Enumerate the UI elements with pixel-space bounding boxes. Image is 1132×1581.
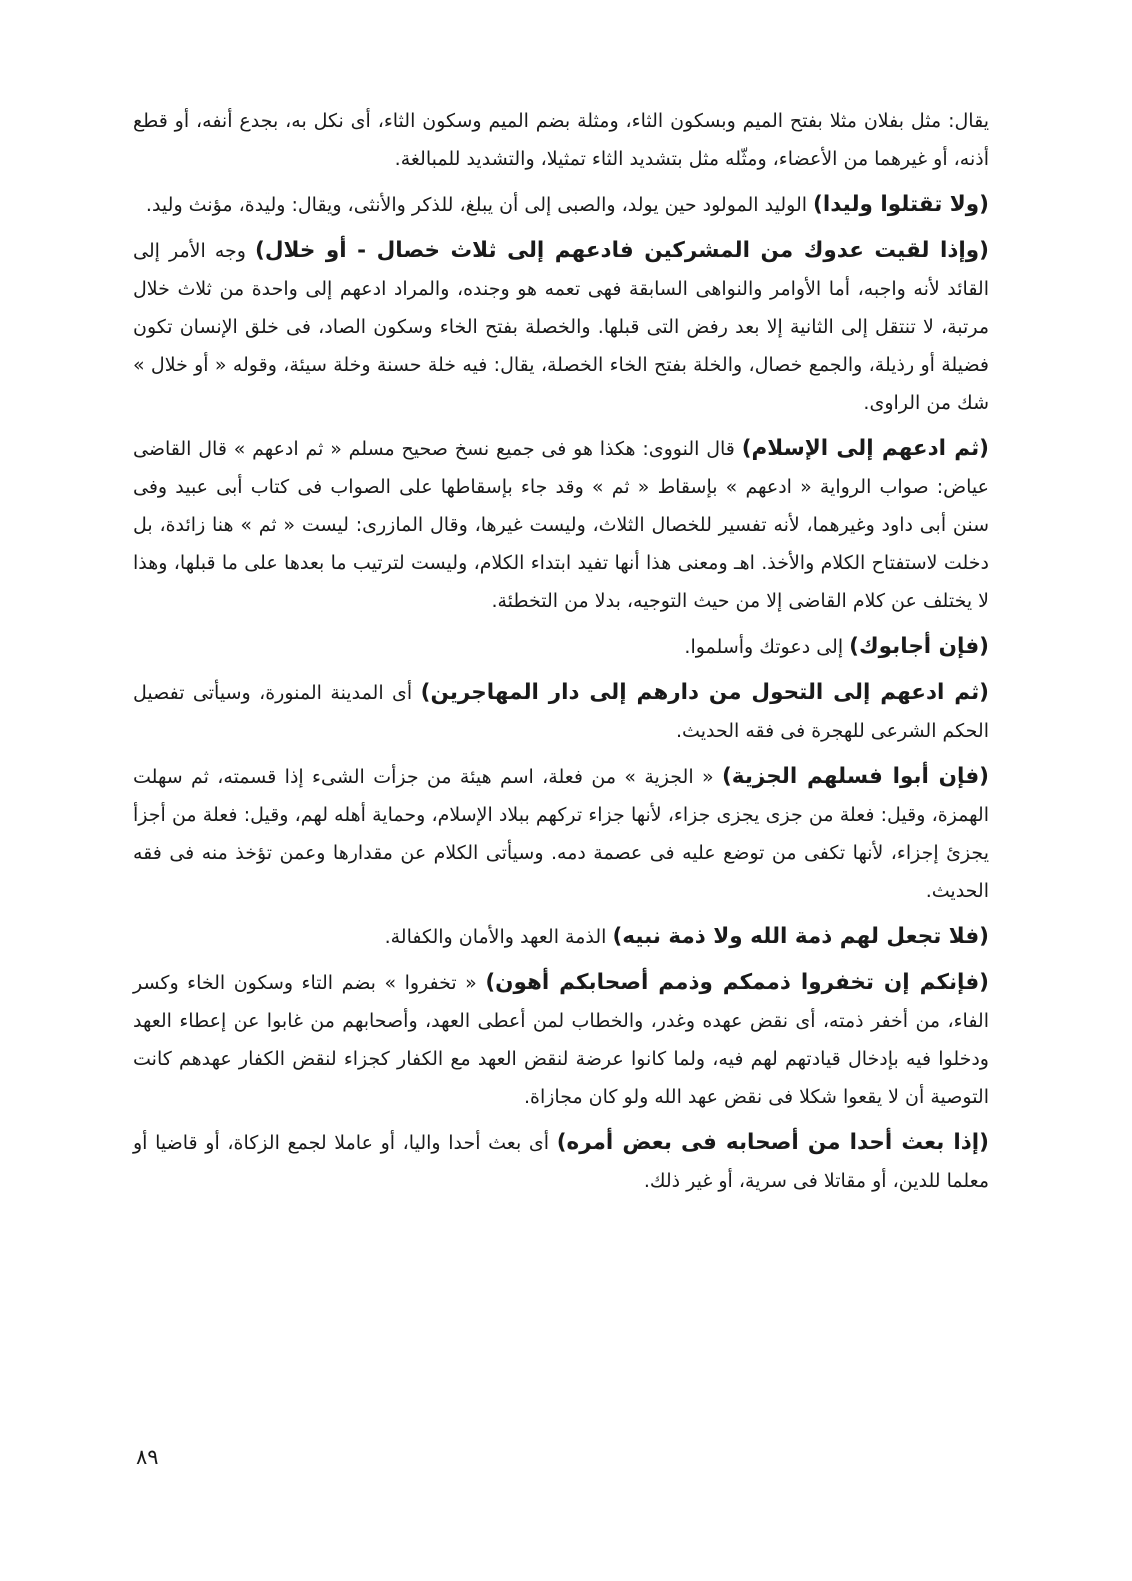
paragraph-10 [133,1124,989,1200]
paragraph-8-lemma: (فلا تجعل لهم ذمة الله ولا ذمة نبيه) [612,924,989,949]
paragraph-5-text: إلى دعوتك وأسلموا. [684,636,850,658]
paragraph-1-text: يقال: مثل بفلان مثلا بفتح الميم وبسكون الثاء، ومثلة بضم الميم وسكون الثاء، أى نكل به، بجدع أنفه، أو قطع أذنه، أو غيرهما من الأعضاء، ومثّله مثل بتشديد الثاء تمثيلا، والتشديد للمبالغة. [133,110,989,170]
paragraph-3 [133,232,989,422]
paragraph-8 [133,918,989,956]
page-body [133,102,989,1208]
paragraph-5 [133,628,989,666]
paragraph-6 [133,674,989,750]
paragraph-10-lemma: (إذا بعث أحدا من أصحابه فى بعض أمره) [556,1130,989,1155]
paragraph-7-lemma: (فإن أبوا فسلهم الجزية) [721,764,989,789]
paragraph-1 [133,102,989,178]
paragraph-8-text: الذمة العهد والأمان والكفالة. [384,926,613,948]
paragraph-7 [133,758,989,910]
paragraph-7-text: « الجزية » من فعلة، اسم هيئة من جزأت الشىء إذا قسمته، ثم سهلت الهمزة، وقيل: فعلة من جزى يجزى جزاء، لأنها جزاء تركهم ببلاد الإسلام، وحماية أهله لهم، وقيل: فعلة من أجزأ يجزئ إجزاء، لأنها تكفى من توضع عليه فى عصمة دمه. وسيأتى الكلام عن مقدارها وعمن تؤخذ منه فى فقه الحديث. [133,766,989,902]
paragraph-6-lemma: (ثم ادعهم إلى التحول من دارهم إلى دار المهاجرين) [420,680,990,705]
paragraph-2-lemma: (ولا تقتلوا وليدا) [813,192,989,217]
paragraph-3-text: وجه الأمر إلى القائد لأنه واجبه، أما الأوامر والنواهى السابقة فهى تعمه هو وجنده، والمراد ادعهم إلى واحدة من ثلاث خلال مرتبة، لا تنتقل إلى الثانية إلا بعد رفض التى قبلها. والخصلة بفتح الخاء وسكون الصاد، فى خلق الإنسان تكون فضيلة أو رذيلة، والجمع خصال، والخلة بفتح الخاء الخصلة، يقال: فيه خلة حسنة وخلة سيئة، وقوله « أو خلال » شك من الراوى. [133,240,989,414]
paragraph-9 [133,964,989,1116]
page-number: ٨٩ [136,1445,159,1469]
paragraph-10-text: أى بعث أحدا واليا، أو عاملا لجمع الزكاة، أو قاضيا أو معلما للدين، أو مقاتلا فى سرية، أو غير ذلك. [133,1132,989,1192]
paragraph-5-lemma: (فإن أجابوك) [849,634,989,659]
paragraph-9-text: « تخفروا » بضم التاء وسكون الخاء وكسر الفاء، من أخفر ذمته، أى نقض عهده وغدر، والخطاب لمن أعطى العهد، وأصحابهم من غابوا عن إعطاء العهد ودخلوا فيه بإدخال قيادتهم لهم فيه، ولما كانوا عرضة لنقض العهد مع الكفار كجزاء لنقض الكفار عهدهم كانت التوصية أن لا يقعوا شكلا فى نقض عهد الله ولو كان مجازاة. [133,972,989,1108]
paragraph-2-text: الوليد المولود حين يولد، والصبى إلى أن يبلغ، للذكر والأنثى، ويقال: وليدة، مؤنث وليد. [145,194,814,216]
paragraph-4-text: قال النووى: هكذا هو فى جميع نسخ صحيح مسلم « ثم ادعهم » قال القاضى عياض: صواب الرواية « ادعهم » بإسقاط « ثم » وقد جاء بإسقاطها على الصواب فى كتاب أبى عبيد وفى سنن أبى داود وغيرهما، لأنه تفسير للخصال الثلاث، وليست غيرها، وقال المازرى: ليست « ثم » هنا زائدة، بل دخلت لاستفتاح الكلام والأخذ. اهـ ومعنى هذا أنها تفيد ابتداء الكلام، وليست لترتيب ما بعدها على ما قبلها، وهذا لا يختلف عن كلام القاضى إلا من حيث التوجيه، بدلا من التخطئة. [133,438,989,612]
paragraph-3-lemma: (وإذا لقيت عدوك من المشركين فادعهم إلى ثلاث خصال - أو خلال) [255,238,989,263]
paragraph-9-lemma: (فإنكم إن تخفروا ذممكم وذمم أصحابكم أهون) [485,970,990,995]
paragraph-2 [133,186,989,224]
paragraph-4-lemma: (ثم ادعهم إلى الإسلام) [741,436,989,461]
paragraph-4 [133,430,989,620]
paragraph-6-text: أى المدينة المنورة، وسيأتى تفصيل الحكم الشرعى للهجرة فى فقه الحديث. [133,682,989,742]
